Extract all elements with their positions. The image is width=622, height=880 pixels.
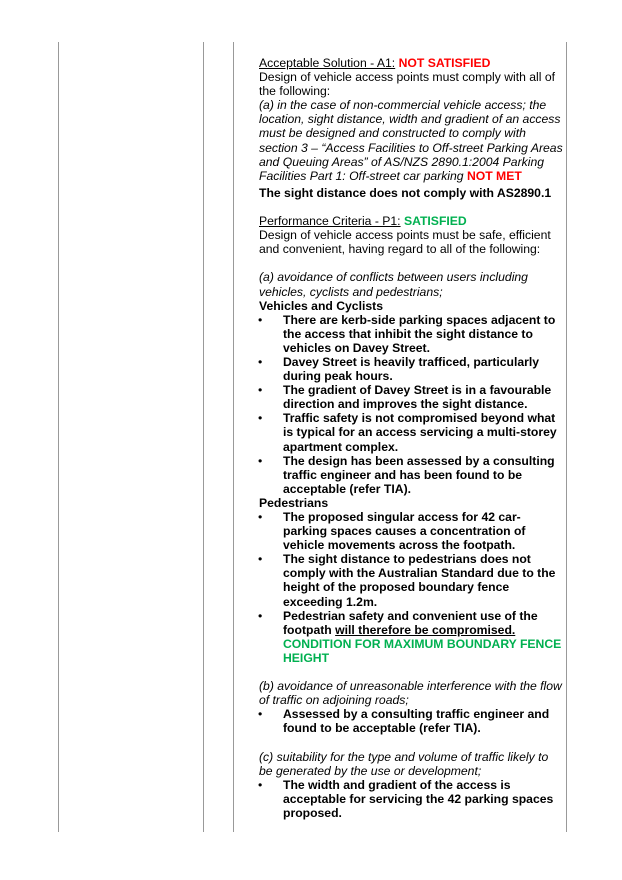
list-item: • Traffic safety is not compromised beyond what is typical for an access servicing a multi-storey apartment complex. bbox=[283, 411, 564, 453]
a1-finding: The sight distance does not comply with AS2890.1 bbox=[259, 185, 552, 200]
table-border-4 bbox=[566, 42, 567, 832]
list-item: • There are kerb-side parking spaces adjacent to the access that inhibit the sight distance to vehicles on Davey Street. bbox=[283, 313, 564, 355]
table-border-1 bbox=[58, 42, 59, 832]
list-item: • Assessed by a consulting traffic engineer and found to be acceptable (refer TIA). bbox=[283, 707, 564, 735]
a1-heading: Acceptable Solution - A1: bbox=[259, 56, 396, 70]
p1-clause-b: (b) avoidance of unreasonable interference with the flow of traffic on adjoining roads; bbox=[259, 679, 562, 708]
table-border-3 bbox=[233, 42, 234, 832]
p1-status: SATISFIED bbox=[403, 214, 467, 229]
clause-b-list bbox=[259, 707, 564, 735]
p1-clause-c: (c) suitability for the type and volume of traffic likely to be generated by the use or development; bbox=[259, 749, 549, 778]
list-item: • The gradient of Davey Street is in a favourable direction and improves the sight distance. bbox=[283, 383, 564, 411]
a1-clause-a: (a) in the case of non-commercial vehicle access; the location, sight distance, width and gradient of an access must be designed and constructed to comply with section 3 – “Access Facilities to Off-street Parking Areas and Queuing Areas” of AS/NZS 2890.1:2004 Parking Facilities Part 1: Off-street car parking bbox=[259, 98, 563, 183]
a1-status: NOT SATISFIED bbox=[398, 56, 491, 70]
p1-heading: Performance Criteria - P1: bbox=[259, 214, 401, 229]
p1-clause-a: (a) avoidance of conflicts between users including vehicles, cyclists and pedestrians; bbox=[259, 270, 528, 299]
ped-last-underlined: will therefore be compromised. bbox=[335, 622, 516, 637]
list-item-with-condition bbox=[283, 609, 564, 665]
p1-heading-line bbox=[259, 214, 564, 228]
pedestrians-heading: Pedestrians bbox=[259, 495, 329, 510]
table-border-2 bbox=[203, 42, 204, 832]
vehicles-list bbox=[259, 313, 564, 496]
p1-intro: Design of vehicle access points must be safe, efficient and convenient, having regard to all of the following: bbox=[259, 228, 551, 257]
list-item: • Davey Street is heavily trafficed, particularly during peak hours. bbox=[283, 355, 564, 383]
pedestrians-list bbox=[259, 510, 564, 665]
vehicles-heading: Vehicles and Cyclists bbox=[259, 298, 383, 313]
list-item: • The proposed singular access for 42 car-parking spaces causes a concentration of vehicle movements across the footpath. bbox=[283, 510, 564, 552]
clause-c-list bbox=[259, 778, 564, 820]
fence-condition: CONDITION FOR MAXIMUM BOUNDARY FENCE HEIGHT bbox=[283, 636, 562, 665]
list-item: • The sight distance to pedestrians does not comply with the Australian Standard due to the height of the proposed boundary fence exceeding 1.2m. bbox=[283, 552, 564, 608]
a1-clause-a-line bbox=[259, 98, 564, 183]
a1-intro: Design of vehicle access points must comply with all of the following: bbox=[259, 70, 556, 99]
list-item: • The width and gradient of the access is acceptable for servicing the 42 parking spaces proposed. bbox=[283, 778, 564, 820]
list-item: • The design has been assessed by a consulting traffic engineer and has been found to be acceptable (refer TIA). bbox=[283, 454, 564, 496]
a1-heading-line bbox=[259, 56, 564, 70]
assessment-cell bbox=[259, 56, 564, 820]
a1-clause-a-status: NOT MET bbox=[466, 168, 522, 183]
ped-last-text: Pedestrian safety and convenient use of the footpath bbox=[283, 608, 538, 637]
